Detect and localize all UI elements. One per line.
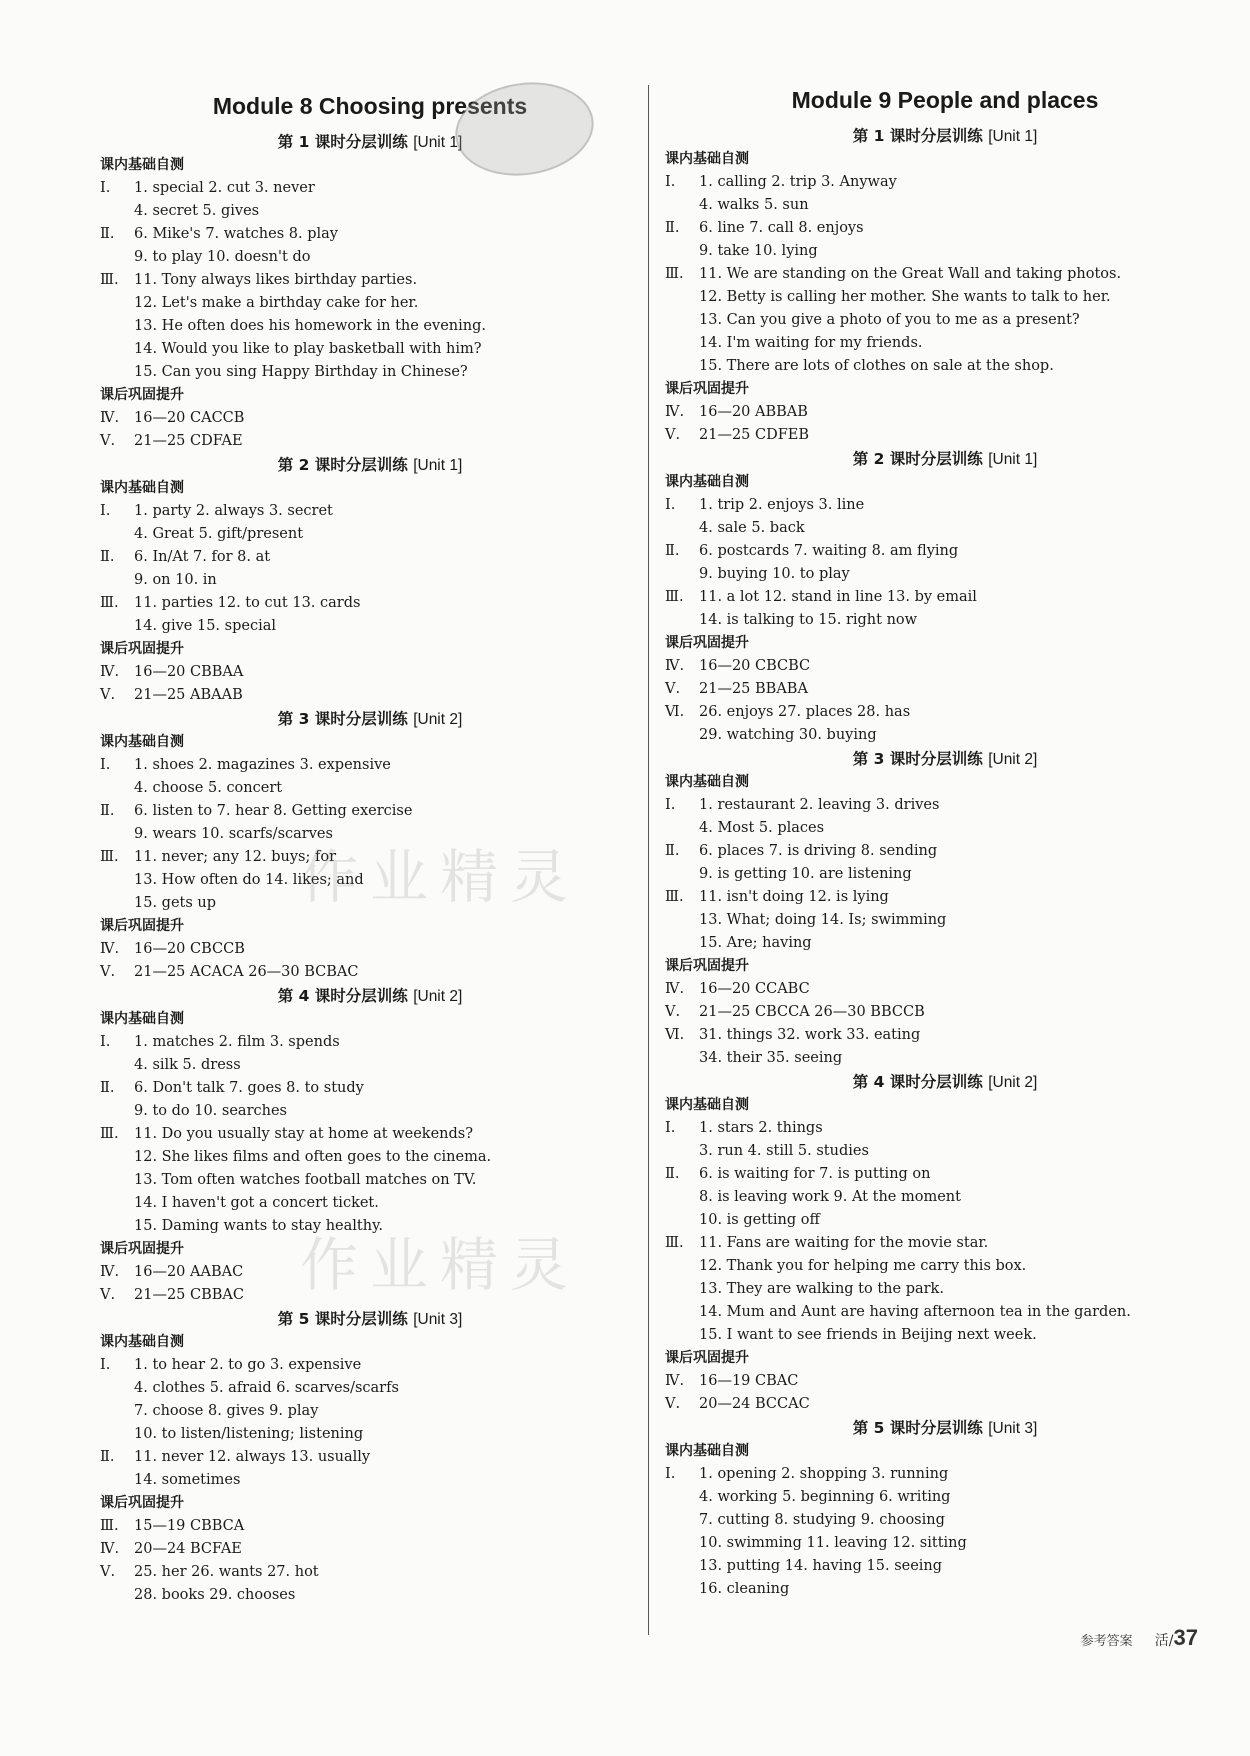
section-label: 课内基础自测: [665, 1443, 749, 1459]
roman-numeral: Ⅴ.: [665, 1004, 681, 1020]
answer-line: [665, 1278, 1225, 1301]
answer-line: [665, 355, 1225, 378]
roman-numeral: Ⅰ.: [665, 1120, 676, 1136]
answer-line: [665, 1324, 1225, 1347]
answer-text: 14. Would you like to play basketball with him?: [134, 341, 482, 357]
answer-text: 9. is getting 10. are listening: [699, 866, 912, 882]
lesson-unit: [Unit 2]: [413, 988, 463, 1005]
section-label: 课后巩固提升: [100, 641, 184, 657]
answer-line: [100, 292, 640, 315]
answer-text: 14. sometimes: [134, 1472, 241, 1488]
answer-text: 16—20 CBBAA: [134, 664, 244, 680]
lesson-title: 第 2 课时分层训练: [277, 456, 408, 474]
lesson-title: 第 5 课时分层训练: [277, 1310, 408, 1328]
roman-numeral: Ⅰ.: [665, 174, 676, 190]
right-answers: [665, 124, 1225, 1601]
answer-text: 14. I'm waiting for my friends.: [699, 335, 923, 351]
section-label: 课后巩固提升: [100, 1495, 184, 1511]
answer-text: 15. Daming wants to stay healthy.: [134, 1218, 383, 1234]
answer-text: 11. Fans are waiting for the movie star.: [699, 1235, 989, 1251]
answer-line: [100, 546, 640, 569]
answer-text: 20—24 BCFAE: [134, 1541, 242, 1557]
lesson-title: 第 4 课时分层训练: [277, 987, 408, 1005]
answer-text: 16—20 CCABC: [699, 981, 810, 997]
answer-text: 12. Let's make a birthday cake for her.: [134, 295, 419, 311]
answer-line: [665, 1140, 1225, 1163]
answer-line: [100, 200, 640, 223]
answer-line: [665, 932, 1225, 955]
footer-prefix: 活/: [1154, 1633, 1174, 1649]
roman-numeral: Ⅲ.: [100, 1126, 119, 1142]
answer-text: 4. choose 5. concert: [134, 780, 283, 796]
answer-line: [100, 1423, 640, 1446]
answer-line: [665, 1486, 1225, 1509]
answer-text: 6. In/At 7. for 8. at: [134, 549, 271, 565]
answer-text: 13. Tom often watches football matches on TV.: [134, 1172, 477, 1188]
answer-text: 16—20 CBCBC: [699, 658, 811, 674]
roman-numeral: Ⅱ.: [665, 220, 680, 236]
answer-line: [665, 817, 1225, 840]
section-label: 课内基础自测: [665, 1097, 749, 1113]
answer-text: 14. is talking to 15. right now: [699, 612, 918, 628]
answer-text: 9. to play 10. doesn't do: [134, 249, 311, 265]
lesson-title: 第 3 课时分层训练: [852, 750, 983, 768]
roman-numeral: Ⅱ.: [100, 226, 115, 242]
answer-text: 21—25 ABAAB: [134, 687, 243, 703]
roman-numeral: Ⅵ.: [665, 704, 685, 720]
answer-line: [100, 1077, 640, 1100]
answer-line: [665, 978, 1225, 1001]
answer-text: 10. to listen/listening; listening: [134, 1426, 364, 1442]
lesson-unit: [Unit 3]: [988, 1420, 1038, 1437]
answer-line: [100, 1031, 640, 1054]
answer-text: 6. line 7. call 8. enjoys: [699, 220, 864, 236]
roman-numeral: Ⅱ.: [665, 1166, 680, 1182]
section-label: 课内基础自测: [665, 151, 749, 167]
answer-text: 6. places 7. is driving 8. sending: [699, 843, 938, 859]
answer-line: [100, 1469, 640, 1492]
answer-line: [100, 592, 640, 615]
lesson-heading: [665, 124, 1225, 148]
answer-text: 16. cleaning: [699, 1581, 790, 1597]
answer-text: 16—20 CBCCB: [134, 941, 245, 957]
answer-line: [100, 1192, 640, 1215]
answer-text: 13. He often does his homework in the evening.: [134, 318, 486, 334]
answer-line: [665, 655, 1225, 678]
answer-line: [665, 909, 1225, 932]
section-label: 课后巩固提升: [665, 381, 749, 397]
roman-numeral: Ⅲ.: [665, 589, 684, 605]
roman-numeral: Ⅴ.: [100, 964, 116, 980]
watermark-1: 作业精灵: [300, 843, 581, 911]
answer-text: 10. swimming 11. leaving 12. sitting: [699, 1535, 967, 1551]
answer-text: 16—19 CBAC: [699, 1373, 799, 1389]
answer-line: [100, 1561, 640, 1584]
section-label: 课后巩固提升: [665, 958, 749, 974]
lesson-unit: [Unit 1]: [413, 457, 463, 474]
answer-line: [665, 609, 1225, 632]
answer-line: [665, 540, 1225, 563]
answer-line: [100, 1515, 640, 1538]
answer-line: [100, 800, 640, 823]
answer-line: [100, 1146, 640, 1169]
lesson-title: 第 4 课时分层训练: [852, 1073, 983, 1091]
roman-numeral: Ⅰ.: [665, 497, 676, 513]
answer-line: [100, 961, 640, 984]
answer-line: [100, 1123, 640, 1146]
answer-text: 21—25 CDFAE: [134, 433, 243, 449]
answer-text: 15—19 CBBCA: [134, 1518, 245, 1534]
answer-line: [100, 615, 640, 638]
answer-line: [665, 171, 1225, 194]
answer-line: [665, 1255, 1225, 1278]
answer-text: 31. things 32. work 33. eating: [699, 1027, 921, 1043]
footer-label: 参考答案: [1080, 1634, 1133, 1649]
answer-line: [100, 430, 640, 453]
answer-text: 1. restaurant 2. leaving 3. drives: [699, 797, 940, 813]
section-label: 课后巩固提升: [100, 387, 184, 403]
answer-text: 13. They are walking to the park.: [699, 1281, 944, 1297]
answer-text: 15. I want to see friends in Beijing next week.: [699, 1327, 1037, 1343]
roman-numeral: Ⅰ.: [100, 757, 111, 773]
answer-text: 12. Thank you for helping me carry this box.: [699, 1258, 1027, 1274]
answer-text: 11. isn't doing 12. is lying: [699, 889, 889, 905]
answer-text: 11. parties 12. to cut 13. cards: [134, 595, 361, 611]
page-footer: [1081, 1625, 1198, 1651]
lesson-unit: [Unit 1]: [988, 128, 1038, 145]
lesson-title: 第 1 课时分层训练: [852, 127, 983, 145]
page-number: 37: [1173, 1625, 1198, 1650]
roman-numeral: Ⅱ.: [665, 543, 680, 559]
roman-numeral: Ⅲ.: [665, 266, 684, 282]
roman-numeral: Ⅰ.: [100, 1034, 111, 1050]
answer-line: [665, 886, 1225, 909]
module-9-title: Module 9 People and places: [791, 87, 1099, 113]
answer-text: 16—20 CACCB: [134, 410, 245, 426]
answer-line: [100, 269, 640, 292]
answer-text: 4. sale 5. back: [699, 520, 805, 536]
answer-line: [100, 223, 640, 246]
answer-text: 16—20 AABAC: [134, 1264, 244, 1280]
answer-line: [665, 1047, 1225, 1070]
answer-text: 11. never 12. always 13. usually: [134, 1449, 371, 1465]
answer-text: 21—25 ACACA 26—30 BCBAC: [134, 964, 359, 980]
roman-numeral: Ⅳ.: [100, 1541, 120, 1557]
lesson-heading: [665, 1070, 1225, 1094]
lesson-unit: [Unit 1]: [988, 451, 1038, 468]
answer-text: 7. choose 8. gives 9. play: [134, 1403, 319, 1419]
answer-text: 11. a lot 12. stand in line 13. by email: [699, 589, 977, 605]
section-label: 课内基础自测: [100, 480, 184, 496]
answer-line: [665, 1532, 1225, 1555]
section-label: 课后巩固提升: [665, 1350, 749, 1366]
lesson-title: 第 2 课时分层训练: [852, 450, 983, 468]
lesson-title: 第 1 课时分层训练: [277, 133, 408, 151]
answer-line: [100, 938, 640, 961]
answer-line: [100, 338, 640, 361]
section-label: 课后巩固提升: [100, 918, 184, 934]
answer-text: 14. Mum and Aunt are having afternoon tea in the garden.: [699, 1304, 1131, 1320]
answer-text: 16—20 ABBAB: [699, 404, 808, 420]
answer-text: 4. walks 5. sun: [699, 197, 809, 213]
answer-text: 12. She likes films and often goes to the cinema.: [134, 1149, 492, 1165]
answer-text: 13. Can you give a photo of you to me as a present?: [699, 312, 1080, 328]
lesson-title: 第 3 课时分层训练: [277, 710, 408, 728]
answer-line: [665, 563, 1225, 586]
answer-line: [100, 777, 640, 800]
section-label: 课内基础自测: [665, 774, 749, 790]
answer-text: 9. to do 10. searches: [134, 1103, 287, 1119]
answer-line: [100, 1538, 640, 1561]
roman-numeral: Ⅱ.: [665, 843, 680, 859]
section-label: 课内基础自测: [100, 157, 184, 173]
answer-line: [100, 661, 640, 684]
answer-text: 4. secret 5. gives: [134, 203, 260, 219]
answer-line: [665, 194, 1225, 217]
roman-numeral: Ⅱ.: [100, 803, 115, 819]
answer-line: [665, 1509, 1225, 1532]
answer-text: 9. wears 10. scarfs/scarves: [134, 826, 333, 842]
answer-text: 6. Mike's 7. watches 8. play: [134, 226, 338, 242]
roman-numeral: Ⅳ.: [665, 404, 685, 420]
answer-line: [100, 1400, 640, 1423]
roman-numeral: Ⅲ.: [100, 849, 119, 865]
answer-text: 14. I haven't got a concert ticket.: [134, 1195, 379, 1211]
answer-text: 1. stars 2. things: [699, 1120, 823, 1136]
roman-numeral: Ⅳ.: [100, 664, 120, 680]
answer-line: [100, 500, 640, 523]
answer-line: [665, 1232, 1225, 1255]
answer-line: [100, 1377, 640, 1400]
roman-numeral: Ⅲ.: [100, 272, 119, 288]
answer-line: [665, 517, 1225, 540]
answer-line: [665, 217, 1225, 240]
roman-numeral: Ⅲ.: [665, 889, 684, 905]
answer-text: 9. on 10. in: [134, 572, 217, 588]
answer-text: 11. Tony always likes birthday parties.: [134, 272, 418, 288]
answer-text: 20—24 BCCAC: [699, 1396, 810, 1412]
section-label: 课内基础自测: [100, 1011, 184, 1027]
answer-text: 29. watching 30. buying: [699, 727, 877, 743]
roman-numeral: Ⅴ.: [665, 681, 681, 697]
roman-numeral: Ⅱ.: [100, 549, 115, 565]
answer-line: [100, 1584, 640, 1607]
right-column: [665, 0, 1225, 1756]
roman-numeral: Ⅰ.: [100, 1357, 111, 1373]
lesson-heading: [100, 453, 640, 477]
answer-line: [665, 1578, 1225, 1601]
answer-line: [100, 684, 640, 707]
roman-numeral: Ⅳ.: [665, 981, 685, 997]
answer-text: 6. listen to 7. hear 8. Getting exercise: [134, 803, 413, 819]
answer-text: 9. buying 10. to play: [699, 566, 850, 582]
answer-text: 21—25 BBABA: [699, 681, 808, 697]
answer-text: 3. run 4. still 5. studies: [699, 1143, 869, 1159]
answer-line: [100, 523, 640, 546]
roman-numeral: Ⅱ.: [100, 1449, 115, 1465]
answer-text: 4. Most 5. places: [699, 820, 825, 836]
roman-numeral: Ⅳ.: [100, 941, 120, 957]
answer-line: [100, 1354, 640, 1377]
section-label: 课后巩固提升: [100, 1241, 184, 1257]
answer-line: [100, 754, 640, 777]
roman-numeral: Ⅵ.: [665, 1027, 685, 1043]
answer-line: [100, 246, 640, 269]
answer-line: [665, 332, 1225, 355]
answer-text: 21—25 CBCCA 26—30 BBCCB: [699, 1004, 925, 1020]
answer-text: 4. clothes 5. afraid 6. scarves/scarfs: [134, 1380, 399, 1396]
answer-text: 6. Don't talk 7. goes 8. to study: [134, 1080, 364, 1096]
roman-numeral: Ⅴ.: [100, 687, 116, 703]
roman-numeral: Ⅰ.: [100, 180, 111, 196]
answer-text: 14. give 15. special: [134, 618, 276, 634]
answer-text: 10. is getting off: [699, 1212, 820, 1228]
answer-line: [665, 586, 1225, 609]
answer-line: [665, 1001, 1225, 1024]
answer-line: [100, 407, 640, 430]
answer-line: [665, 1024, 1225, 1047]
roman-numeral: Ⅲ.: [100, 1518, 119, 1534]
lesson-heading: [100, 1307, 640, 1331]
answer-line: [665, 701, 1225, 724]
answer-text: 9. take 10. lying: [699, 243, 818, 259]
module-8-title: Module 8 Choosing presents: [212, 93, 528, 119]
answer-text: 4. Great 5. gift/present: [134, 526, 304, 542]
answer-text: 26. enjoys 27. places 28. has: [699, 704, 911, 720]
roman-numeral: Ⅰ.: [100, 503, 111, 519]
column-divider: [648, 85, 649, 1635]
lesson-unit: [Unit 2]: [413, 711, 463, 728]
answer-text: 21—25 CBBAC: [134, 1287, 244, 1303]
answer-text: 13. How often do 14. likes; and: [134, 872, 364, 888]
answer-text: 8. is leaving work 9. At the moment: [699, 1189, 961, 1205]
answer-line: [665, 1117, 1225, 1140]
answer-text: 15. Are; having: [699, 935, 812, 951]
roman-numeral: Ⅳ.: [100, 410, 120, 426]
answer-line: [100, 315, 640, 338]
roman-numeral: Ⅳ.: [665, 1373, 685, 1389]
answer-text: 1. opening 2. shopping 3. running: [699, 1466, 949, 1482]
answer-line: [665, 1393, 1225, 1416]
lesson-heading: [100, 707, 640, 731]
roman-numeral: Ⅴ.: [100, 1287, 116, 1303]
lesson-unit: [Unit 3]: [413, 1311, 463, 1328]
answer-text: 1. calling 2. trip 3. Anyway: [699, 174, 897, 190]
answer-line: [665, 263, 1225, 286]
answer-text: 11. Do you usually stay at home at weekends?: [134, 1126, 474, 1142]
answer-line: [665, 1370, 1225, 1393]
roman-numeral: Ⅳ.: [665, 658, 685, 674]
answer-text: 4. working 5. beginning 6. writing: [699, 1489, 951, 1505]
answer-text: 15. gets up: [134, 895, 217, 911]
answer-text: 11. We are standing on the Great Wall and taking photos.: [699, 266, 1122, 282]
answer-text: 12. Betty is calling her mother. She wants to talk to her.: [699, 289, 1111, 305]
answer-line: [665, 286, 1225, 309]
answer-line: [100, 569, 640, 592]
roman-numeral: Ⅴ.: [665, 427, 681, 443]
answer-text: 6. postcards 7. waiting 8. am flying: [699, 543, 959, 559]
roman-numeral: Ⅰ.: [665, 797, 676, 813]
answer-line: [100, 1169, 640, 1192]
answer-line: [665, 240, 1225, 263]
lesson-heading: [665, 1416, 1225, 1440]
lesson-title: 第 5 课时分层训练: [852, 1419, 983, 1437]
answer-line: [665, 401, 1225, 424]
watermark-2: 作业精灵: [300, 1231, 581, 1299]
roman-numeral: Ⅲ.: [665, 1235, 684, 1251]
answer-line: [665, 1163, 1225, 1186]
section-label: 课内基础自测: [665, 474, 749, 490]
answer-text: 15. Can you sing Happy Birthday in Chinese?: [134, 364, 468, 380]
answer-text: 13. What; doing 14. Is; swimming: [699, 912, 947, 928]
answer-text: 15. There are lots of clothes on sale at the shop.: [699, 358, 1054, 374]
answer-line: [665, 1209, 1225, 1232]
roman-numeral: Ⅱ.: [100, 1080, 115, 1096]
answer-text: 28. books 29. chooses: [134, 1587, 296, 1603]
section-label: 课内基础自测: [100, 734, 184, 750]
answer-text: 1. trip 2. enjoys 3. line: [699, 497, 865, 513]
answer-line: [665, 1186, 1225, 1209]
answer-text: 21—25 CDFEB: [699, 427, 810, 443]
roman-numeral: Ⅲ.: [100, 595, 119, 611]
roman-numeral: Ⅴ.: [100, 433, 116, 449]
answer-line: [665, 309, 1225, 332]
answer-line: [100, 1054, 640, 1077]
roman-numeral: Ⅴ.: [665, 1396, 681, 1412]
answer-line: [665, 840, 1225, 863]
lesson-heading: [665, 447, 1225, 471]
answer-text: 34. their 35. seeing: [699, 1050, 843, 1066]
lesson-unit: [Unit 2]: [988, 751, 1038, 768]
roman-numeral: Ⅳ.: [100, 1264, 120, 1280]
answer-line: [665, 794, 1225, 817]
answer-line: [665, 863, 1225, 886]
answer-line: [665, 1463, 1225, 1486]
roman-numeral: Ⅴ.: [100, 1564, 116, 1580]
answer-line: [665, 1301, 1225, 1324]
roman-numeral: Ⅰ.: [665, 1466, 676, 1482]
answer-line: [100, 1100, 640, 1123]
answer-line: [665, 494, 1225, 517]
answer-text: 1. to hear 2. to go 3. expensive: [134, 1357, 362, 1373]
answer-text: 1. matches 2. film 3. spends: [134, 1034, 340, 1050]
answer-text: 11. never; any 12. buys; for: [134, 849, 337, 865]
lesson-heading: [665, 747, 1225, 771]
lesson-unit: [Unit 1]: [413, 134, 463, 151]
answer-line: [665, 424, 1225, 447]
answer-line: [665, 678, 1225, 701]
answer-text: 6. is waiting for 7. is putting on: [699, 1166, 931, 1182]
lesson-unit: [Unit 2]: [988, 1074, 1038, 1091]
answer-text: 25. her 26. wants 27. hot: [134, 1564, 319, 1580]
answer-line: [665, 724, 1225, 747]
section-label: 课后巩固提升: [665, 635, 749, 651]
answer-text: 1. party 2. always 3. secret: [134, 503, 333, 519]
answer-line: [665, 1555, 1225, 1578]
answer-text: 4. silk 5. dress: [134, 1057, 241, 1073]
answer-line: [100, 177, 640, 200]
lesson-heading: [100, 984, 640, 1008]
answer-line: [100, 361, 640, 384]
answer-text: 13. putting 14. having 15. seeing: [699, 1558, 943, 1574]
section-label: 课内基础自测: [100, 1334, 184, 1350]
answer-text: 1. shoes 2. magazines 3. expensive: [134, 757, 391, 773]
answer-line: [100, 1446, 640, 1469]
answer-text: 7. cutting 8. studying 9. choosing: [699, 1512, 945, 1528]
answer-text: 1. special 2. cut 3. never: [134, 180, 315, 196]
